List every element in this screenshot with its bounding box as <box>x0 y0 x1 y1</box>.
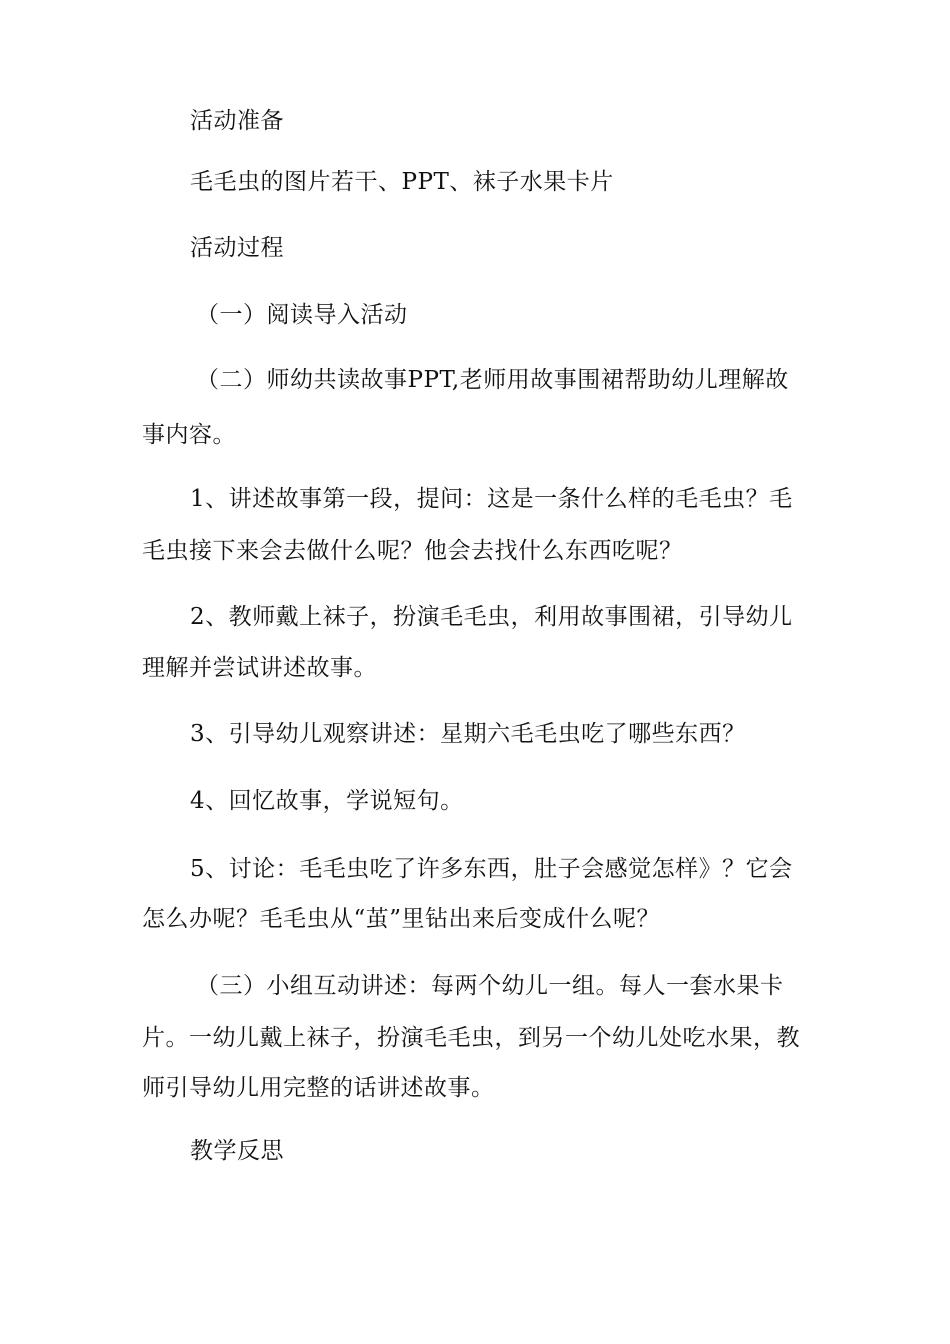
item-2-line-1: 2、教师戴上袜子，扮演毛毛虫，利用故事围裙，引导幼儿 <box>190 604 793 630</box>
step-three-line-2: 片。一幼儿戴上袜子，扮演毛毛虫，到另一个幼儿处吃水果，教 <box>142 1025 800 1051</box>
step-one: （一）阅读导入活动 <box>196 302 408 328</box>
step-two-line-1: （二）师幼共读故事PPT,老师用故事围裙帮助幼儿理解故 <box>196 367 789 393</box>
heading-activity-preparation: 活动准备 <box>190 108 284 134</box>
item-3: 3、引导幼儿观察讲述：星期六毛毛虫吃了哪些东西？ <box>190 721 746 747</box>
item-4: 4、回忆故事，学说短句。 <box>190 788 464 814</box>
heading-activity-process: 活动过程 <box>190 235 284 261</box>
heading-teaching-reflection: 教学反思 <box>190 1138 284 1164</box>
paragraph-materials: 毛毛虫的图片若干、PPT、袜子水果卡片 <box>190 169 614 195</box>
item-1-line-1: 1、讲述故事第一段，提问：这是一条什么样的毛毛虫？毛 <box>190 486 793 512</box>
step-two-line-2: 事内容。 <box>142 422 236 448</box>
item-1-line-2: 毛虫接下来会去做什么呢？他会去找什么东西吃呢？ <box>142 538 683 564</box>
step-three-line-1: （三）小组互动讲述：每两个幼儿一组。每人一套水果卡 <box>196 973 784 999</box>
step-three-line-3: 师引导幼儿用完整的话讲述故事。 <box>142 1075 495 1101</box>
item-5-line-2: 怎么办呢？毛毛虫从“茧”里钻出来后变成什么呢？ <box>142 906 661 932</box>
item-5-line-1: 5、讨论：毛毛虫吃了许多东西，肚子会感觉怎样》？它会 <box>190 856 793 882</box>
item-2-line-2: 理解并尝试讲述故事。 <box>142 655 377 681</box>
